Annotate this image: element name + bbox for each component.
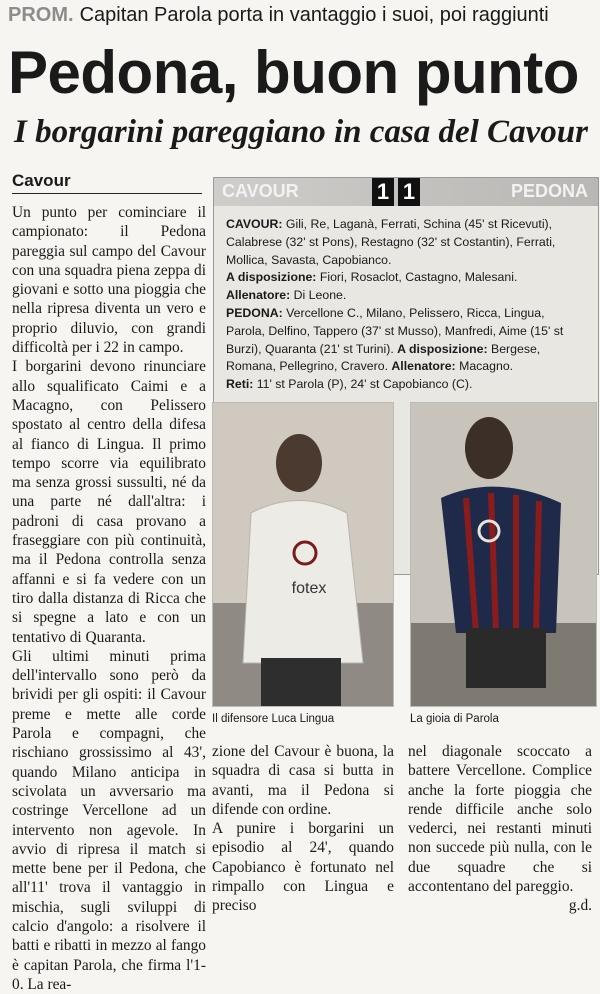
scoreboard-bar (214, 178, 598, 206)
photo-caption-left: Il difensore Luca Lingua (212, 713, 335, 725)
article-paragraph: Un punto per cominciare il campionato: il Pedona pareggia sul campo del Cavour con una squadra piena zeppa di giovani e sotto una pioggia che nella ripresa diventa un vero e proprio diluvio, con grandi difficoltà per i 22 in campo. (12, 204, 206, 357)
away-team-name: PEDONA (510, 181, 588, 201)
section-tag: PROM. (8, 4, 74, 26)
article-paragraph: Gli ultimi minuti prima dell'intervallo sono però da brividi per gli ospiti: il Cavour preme e mette alle corde Parola e compagni, che rischiano grossissimo al 43', quando Milano anticipa in scivolata un avversario ma costringe Vercellone ad un intervento non agevole. In avvio di ripresa il match si mette bene per il Pedona, che all'11' trova il vantaggio in mischia, sugli sviluppi di calcio d'angolo: a risolvere il batti e ribatti in mezzo al fango è capitan Parola, che firma l'1-0. La rea- (12, 647, 206, 993)
lineup-details (226, 216, 586, 394)
goals-label: Reti: (226, 377, 254, 392)
away-score: 1 (398, 178, 420, 206)
cavour-lineup (226, 216, 586, 269)
cavour-coach-name: Di Leone. (293, 288, 347, 303)
cavour-bench (226, 269, 586, 287)
home-score: 1 (372, 178, 394, 206)
photo-luca-lingua (212, 402, 394, 707)
cavour-coach (226, 287, 586, 305)
pedona-lineup (226, 305, 586, 376)
coach-label: Allenatore: (391, 359, 456, 374)
coach-label: Allenatore: (226, 288, 291, 303)
goals-list: 11' st Parola (P), 24' st Capobianco (C). (256, 377, 473, 392)
headline: Pedona, buon punto (8, 39, 579, 106)
player-photo-right (411, 403, 596, 706)
bench-label: A disposizione: (397, 341, 488, 356)
article-paragraph (408, 742, 592, 915)
article-paragraph: zione del Cavour è buona, la squadra di casa si butta in avanti, ma il Pedona si difende con ordine. (212, 743, 394, 818)
article-text: nel diagonale scoccato a battere Vercellone. Complice anche la forte pioggia che rende difficile anche solo vederci, nei restanti minuti non succede più nulla, con le due squadre che si accontentano del pareggio. (408, 743, 592, 896)
cavour-bench-players: Fiori, Rosaclot, Castagno, Malesani. (319, 270, 518, 285)
player-photo-left (213, 403, 393, 706)
pedona-coach-name: Macagno. (459, 359, 514, 374)
pedona-label: PEDONA: (226, 305, 283, 320)
photo-caption-right: La gioia di Parola (410, 713, 499, 725)
article-column-2 (212, 742, 394, 916)
pedona-players: Vercellone C., Milano, Pelissero, Ricca, Lingua, Parola, Delfino, Tappero (37' st Musso), Manfredi, Aime (15' st Burzi), Quaranta (21' st Turini). (226, 305, 564, 356)
kicker (8, 4, 549, 27)
subheadline: I borgarini pareggiano in casa del Cavour (14, 114, 588, 150)
article-column-1 (12, 203, 206, 994)
pedona-bench-players: Bergese, Romana, Pellegrino, Cravero. (226, 341, 541, 374)
shirt-text: fotex (291, 580, 327, 597)
kicker-text: Capitan Parola porta in vantaggio i suoi, poi raggiunti (79, 4, 549, 26)
article-paragraph: I borgarini devono rinunciare allo squalificato Caimi e a Macagno, con Pelissero spostato al centro della difesa al fianco di Lingua. Il primo tempo scorre via equilibrato ma senza grossi sussulti, né da una parte né dall'altra: i padroni di casa provano a fraseggiare con più continuità, ma il Pedona controlla senza affanni e si fa vedere con un tiro dalla distanza di Ricca che si spegne a lato e con un tentativo di Quaranta. (12, 358, 206, 646)
article-column-3 (408, 742, 592, 916)
home-team-name: CAVOUR (222, 181, 299, 201)
author-signature: g.d. (568, 897, 592, 915)
section-label: Cavour (12, 171, 202, 194)
cavour-label: CAVOUR: (226, 217, 283, 231)
goals (226, 376, 586, 394)
cavour-players: Gili, Re, Laganà, Ferrati, Schina (45' st Ricevuti), Calabrese (32' st Pons), Restagno (32' st Costantin), Ferrati, Mollica, Savasta, Capobianco. (226, 217, 556, 267)
bench-label: A disposizione: (226, 270, 317, 285)
photo-parola (410, 402, 597, 707)
article-paragraph: A punire i borgarini un episodio al 24', quando Capobianco è fortunato nel rimpallo con Lingua e preciso (212, 820, 394, 915)
